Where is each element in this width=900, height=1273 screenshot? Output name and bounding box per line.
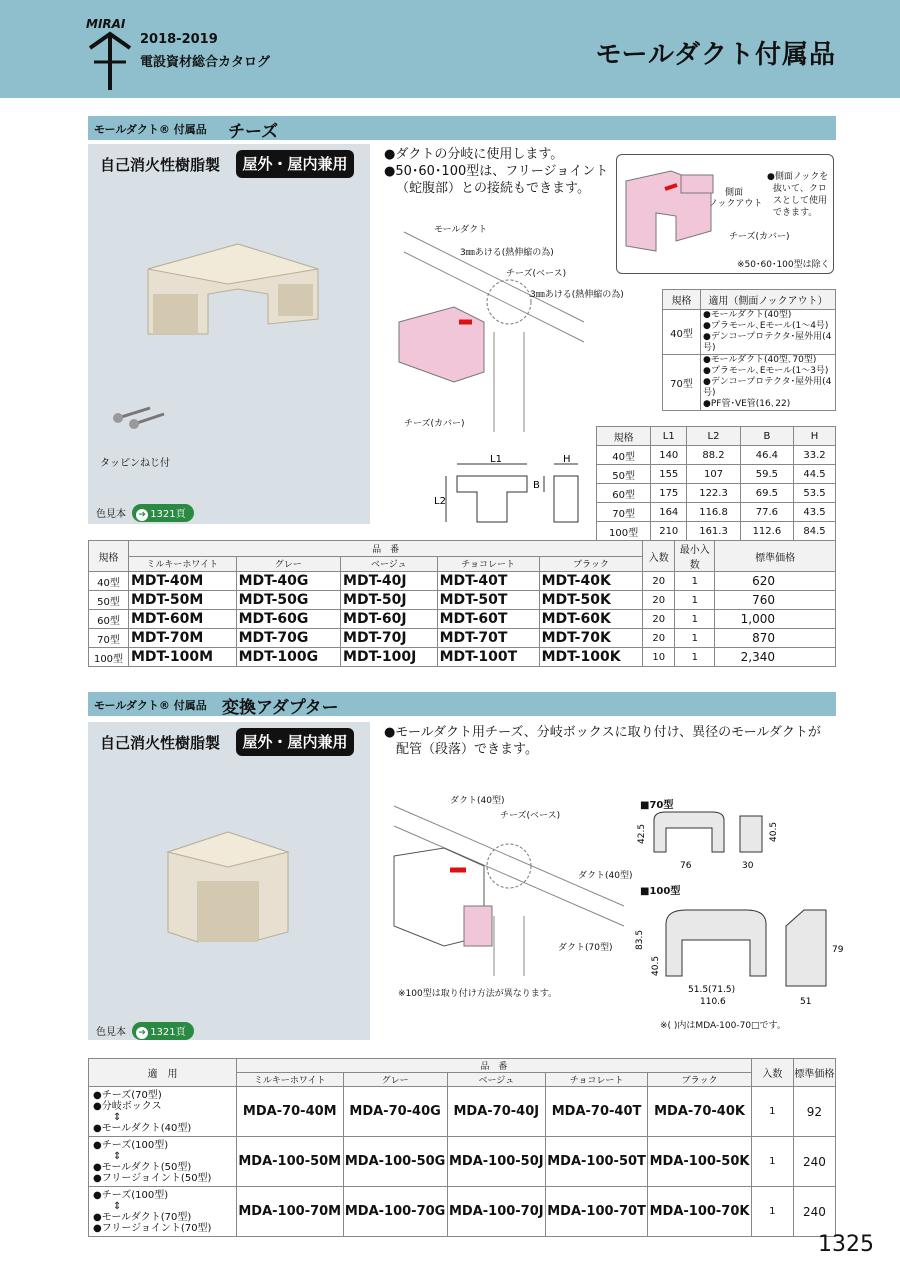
code-cell: MDT-50G <box>236 591 340 610</box>
code-cell: MDT-40T <box>437 572 539 591</box>
color-ref-label: 色見本 <box>96 509 126 520</box>
dimension-drawing <box>432 452 590 532</box>
app-item: ●プラモール､Eモール(1～3号) <box>703 366 829 376</box>
product-table-tee <box>88 540 836 667</box>
dim-row <box>597 503 836 522</box>
dim-cell: 107 <box>687 465 740 484</box>
dim-drawing-70 <box>636 808 836 874</box>
code-cell: MDT-70K <box>539 629 643 648</box>
product-table-adapter <box>88 1058 836 1237</box>
usage-item: ●モールダクト(70型) <box>93 1211 192 1223</box>
col-price: 標準価格 <box>793 1059 835 1087</box>
code-cell: MDT-60M <box>129 610 237 629</box>
dim-100-h1: 83.5 <box>635 929 645 950</box>
qty-cell: 10 <box>643 648 675 667</box>
usage-item: ●フリージョイント(70型) <box>93 1222 212 1234</box>
dim-row <box>597 484 836 503</box>
tapping-screw-image <box>110 398 170 428</box>
dim-cell: 122.3 <box>687 484 740 503</box>
spec-cell: 70型 <box>89 629 129 648</box>
product-photo-panel <box>88 144 370 524</box>
dim-cell: 70型 <box>597 503 651 522</box>
label-duct70: ダクト(70型) <box>558 943 613 953</box>
code-cell: MDA-70-40G <box>343 1087 447 1137</box>
dim-100-w1: 51.5(71.5) <box>688 985 736 995</box>
qty-cell: 20 <box>643 610 675 629</box>
usage-badge: 屋外・屋内兼用 <box>236 728 354 756</box>
table-row <box>89 572 836 591</box>
code-cell: MDT-40K <box>539 572 643 591</box>
qty-cell: 1 <box>751 1087 793 1137</box>
dim-row <box>597 522 836 541</box>
app-spec: 40型 <box>663 310 701 355</box>
min-cell: 1 <box>675 610 715 629</box>
app-spec: 70型 <box>663 355 701 411</box>
qty-cell: 1 <box>751 1187 793 1237</box>
code-cell: MDT-40J <box>341 572 438 591</box>
dim-header: 規格 <box>597 427 651 446</box>
qty-cell: 20 <box>643 591 675 610</box>
dim-100-h2: 40.5 <box>651 955 661 976</box>
code-cell: MDA-70-40T <box>545 1087 647 1137</box>
col-price: 標準価格 <box>715 541 836 572</box>
adapter-product-image <box>148 822 298 952</box>
knock-note: ●側面ノックを <box>767 172 829 182</box>
col-color: ミルキーホワイト <box>237 1073 344 1087</box>
dimension-table <box>596 426 836 541</box>
code-cell: MDA-100-70T <box>545 1187 647 1237</box>
app-header: 規格 <box>663 290 701 310</box>
col-code: 品 番 <box>237 1059 752 1073</box>
app-item: ●デンコープロテクタ･屋外用(4号) <box>703 332 832 353</box>
qty-cell: 20 <box>643 629 675 648</box>
usage-arrow: ⇕ <box>113 1200 122 1212</box>
dim-header: H <box>794 427 836 446</box>
app-item: ●プラモール､Eモール(1～4号) <box>703 321 829 331</box>
except-note: ※50･60･100型は除く <box>737 260 830 270</box>
dim-drawing-100 <box>635 896 844 1012</box>
app-item: ●デンコープロテクタ･屋外用(4号) <box>703 377 832 398</box>
dim-cell: 50型 <box>597 465 651 484</box>
table-row <box>89 1137 836 1187</box>
dim-cell: 164 <box>651 503 687 522</box>
spec-cell: 50型 <box>89 591 129 610</box>
knock-note: 抜いて、クロ <box>773 184 827 194</box>
usage-item: ●フリージョイント(50型) <box>93 1172 212 1184</box>
dim-70-h2: 40.5 <box>769 821 779 842</box>
code-cell: MDT-70T <box>437 629 539 648</box>
mirai-logo <box>86 14 134 92</box>
knock-note: できます。 <box>773 208 818 218</box>
code-cell: MDT-100J <box>341 648 438 667</box>
label-gap2: 3㎜あける(熱伸縮の為) <box>530 290 624 300</box>
code-cell: MDT-60K <box>539 610 643 629</box>
usage-item: ●モールダクト(40型) <box>93 1122 192 1134</box>
table-row <box>89 648 836 667</box>
dim-header: B <box>740 427 793 446</box>
code-cell: MDA-100-50T <box>545 1137 647 1187</box>
app-items <box>701 355 836 411</box>
usage-item: ●チーズ(100型) <box>93 1189 169 1201</box>
page-ref-text: 1321頁 <box>150 509 186 520</box>
code-cell: MDT-40M <box>129 572 237 591</box>
table-row <box>89 610 836 629</box>
page-number: 1325 <box>818 1232 874 1257</box>
usage-item: ●チーズ(100型) <box>93 1139 169 1151</box>
price-cell: 240 <box>793 1187 835 1237</box>
dim-cell: 33.2 <box>794 446 836 465</box>
section-title-bar <box>88 116 836 140</box>
dim-cell: 175 <box>651 484 687 503</box>
section-title-bar <box>88 692 836 716</box>
paren-note: ※( )内はMDA-100-70□です。 <box>660 1021 786 1031</box>
spec-cell: 100型 <box>89 648 129 667</box>
section-prefix: モールダクト® 付属品 <box>94 123 207 136</box>
usage-item: ●モールダクト(50型) <box>93 1161 192 1173</box>
code-cell: MDT-50T <box>437 591 539 610</box>
col-color: ベージュ <box>341 556 438 572</box>
spec-cell: 40型 <box>89 572 129 591</box>
brand-text: MIRAI <box>86 17 126 31</box>
code-cell: MDT-70M <box>129 629 237 648</box>
price-cell: 1,000 <box>715 610 836 629</box>
app-item: ●PF管･VE管(16､22) <box>703 399 791 409</box>
code-cell: MDA-100-50K <box>648 1137 752 1187</box>
label-base: チーズ(ベース) <box>500 811 561 821</box>
code-cell: MDA-100-50M <box>237 1137 344 1187</box>
bullet-line: ●モールダクト用チーズ、分岐ボックスに取り付け、異径のモールダクトが <box>384 725 821 740</box>
dim-cell: 116.8 <box>687 503 740 522</box>
code-cell: MDT-100G <box>236 648 340 667</box>
color-sample-ref <box>96 504 194 522</box>
code-cell: MDT-100M <box>129 648 237 667</box>
code-cell: MDT-50K <box>539 591 643 610</box>
dim-header: L1 <box>651 427 687 446</box>
code-cell: MDT-60T <box>437 610 539 629</box>
code-cell: MDT-60G <box>236 610 340 629</box>
table-row <box>89 591 836 610</box>
col-color: グレー <box>236 556 340 572</box>
app-header: 適用（側面ノックアウト） <box>701 290 836 310</box>
usage-badge: 屋外・屋内兼用 <box>236 150 354 178</box>
table-row <box>89 1187 836 1237</box>
code-cell: MDT-50M <box>129 591 237 610</box>
label-duct40: ダクト(40型) <box>450 796 505 806</box>
col-code: 品 番 <box>129 541 643 557</box>
dim-cell: 40型 <box>597 446 651 465</box>
col-qty: 入数 <box>751 1059 793 1087</box>
material-label: 自己消火性樹脂製 <box>100 156 221 174</box>
label-knock-side: 側面 <box>725 188 744 198</box>
label-duct40b: ダクト(40型) <box>578 871 633 881</box>
col-color: グレー <box>343 1073 447 1087</box>
arrow-icon: ➔ <box>136 509 148 521</box>
code-cell: MDA-100-70M <box>237 1187 344 1237</box>
code-cell: MDA-100-50J <box>447 1137 545 1187</box>
qty-cell: 20 <box>643 572 675 591</box>
dim-cell: 59.5 <box>740 465 793 484</box>
code-cell: MDA-100-70J <box>447 1187 545 1237</box>
dim-L1: L1 <box>490 454 502 465</box>
col-color: チョコレート <box>545 1073 647 1087</box>
table-row <box>89 629 836 648</box>
dim-100-h3: 79 <box>832 945 844 955</box>
usage-item: ●分岐ボックス <box>93 1100 162 1112</box>
arrow-icon: ➔ <box>136 1027 148 1039</box>
dim-B: B <box>533 480 540 491</box>
catalog-year: 2018-2019 <box>140 32 218 47</box>
usage-arrow: ⇕ <box>113 1111 122 1123</box>
product-photo-panel <box>88 722 370 1040</box>
dim-cell: 53.5 <box>794 484 836 503</box>
dim-100-w2: 110.6 <box>700 997 726 1007</box>
dim-row <box>597 465 836 484</box>
col-color: ミルキーホワイト <box>129 556 237 572</box>
color-ref-label: 色見本 <box>96 1027 126 1038</box>
col-color: ベージュ <box>447 1073 545 1087</box>
dim-cell: 46.4 <box>740 446 793 465</box>
bullet-line: ●50･60･100型は、フリージョイント <box>384 164 609 179</box>
code-cell: MDT-40G <box>236 572 340 591</box>
tee-product-image <box>118 224 338 344</box>
dim-cell: 43.5 <box>794 503 836 522</box>
usage-cell <box>89 1187 237 1237</box>
col-color: ブラック <box>539 556 643 572</box>
label-duct: モールダクト <box>434 225 488 235</box>
app-items <box>701 310 836 355</box>
screw-label: タッピンねじ付 <box>100 458 170 469</box>
label-cover: チーズ(カバー) <box>404 419 465 429</box>
dim-70-w: 76 <box>680 861 692 871</box>
material-label: 自己消火性樹脂製 <box>100 734 221 752</box>
col-spec: 規格 <box>89 541 129 572</box>
dim-70-d: 30 <box>742 861 754 871</box>
code-cell: MDA-100-70G <box>343 1187 447 1237</box>
knockout-inset <box>616 154 834 274</box>
dim-cell: 100型 <box>597 522 651 541</box>
usage-cell <box>89 1137 237 1187</box>
col-min: 最小入数 <box>675 541 715 572</box>
note-100: ※100型は取り付け方法が異なります。 <box>398 989 558 999</box>
price-cell: 92 <box>793 1087 835 1137</box>
section-prefix: モールダクト® 付属品 <box>94 699 207 712</box>
dim-70-h: 42.5 <box>637 823 647 844</box>
code-cell: MDT-70G <box>236 629 340 648</box>
app-item: ●モールダクト(40型､70型) <box>703 355 817 365</box>
min-cell: 1 <box>675 648 715 667</box>
label-cover2: チーズ(カバー) <box>729 232 790 242</box>
application-table <box>662 289 836 411</box>
price-cell: 2,340 <box>715 648 836 667</box>
spec-cell: 60型 <box>89 610 129 629</box>
dim-cell: 44.5 <box>794 465 836 484</box>
code-cell: MDT-100T <box>437 648 539 667</box>
min-cell: 1 <box>675 629 715 648</box>
dim-cell: 161.3 <box>687 522 740 541</box>
code-cell: MDA-70-40K <box>648 1087 752 1137</box>
page-ref-link[interactable] <box>132 1022 193 1040</box>
section-name: 変換アダプター <box>222 698 339 718</box>
usage-cell <box>89 1087 237 1137</box>
page-ref-text: 1321頁 <box>150 1027 186 1038</box>
model-70-label: ■70型 <box>640 800 674 811</box>
dim-100-d: 51 <box>800 997 812 1007</box>
knock-note: スとして使用 <box>773 196 828 206</box>
price-cell: 240 <box>793 1137 835 1187</box>
dim-header: L2 <box>687 427 740 446</box>
col-usage: 適 用 <box>89 1059 237 1087</box>
code-cell: MDT-100K <box>539 648 643 667</box>
code-cell: MDA-100-70K <box>648 1187 752 1237</box>
label-base: チーズ(ベース) <box>506 269 567 279</box>
dim-cell: 155 <box>651 465 687 484</box>
bullet-line: ●ダクトの分岐に使用します。 <box>384 147 564 162</box>
label-gap1: 3㎜あける(熱伸縮の為) <box>460 248 554 258</box>
code-cell: MDA-100-50G <box>343 1137 447 1187</box>
col-color: チョコレート <box>437 556 539 572</box>
dim-cell: 77.6 <box>740 503 793 522</box>
code-cell: MDT-70J <box>341 629 438 648</box>
knockout-image <box>621 161 731 261</box>
code-cell: MDA-70-40M <box>237 1087 344 1137</box>
dim-cell: 210 <box>651 522 687 541</box>
section-name: チーズ <box>228 122 279 142</box>
page-title: モールダクト付属品 <box>595 40 836 70</box>
price-cell: 760 <box>715 591 836 610</box>
code-cell: MDT-50J <box>341 591 438 610</box>
usage-item: ●チーズ(70型) <box>93 1089 162 1101</box>
price-cell: 620 <box>715 572 836 591</box>
col-color: ブラック <box>648 1073 752 1087</box>
min-cell: 1 <box>675 572 715 591</box>
model-100-label: ■100型 <box>640 886 681 897</box>
dim-cell: 140 <box>651 446 687 465</box>
usage-arrow: ⇕ <box>113 1150 122 1162</box>
code-cell: MDA-70-40J <box>447 1087 545 1137</box>
dim-row <box>597 446 836 465</box>
dim-cell: 112.6 <box>740 522 793 541</box>
catalog-name: 電設資材総合カタログ <box>140 55 271 70</box>
app-item: ●モールダクト(40型) <box>703 310 792 320</box>
dim-cell: 88.2 <box>687 446 740 465</box>
col-qty: 入数 <box>643 541 675 572</box>
dim-L2: L2 <box>434 496 446 507</box>
dim-cell: 84.5 <box>794 522 836 541</box>
label-knock: ノックアウト <box>709 199 763 209</box>
dim-cell: 60型 <box>597 484 651 503</box>
color-sample-ref <box>96 1022 194 1040</box>
page-header <box>0 0 900 98</box>
table-row <box>89 1087 836 1137</box>
price-cell: 870 <box>715 629 836 648</box>
dim-H: H <box>563 454 571 465</box>
bullet-line: （蛇腹部）との接続もできます。 <box>396 181 590 196</box>
dim-cell: 69.5 <box>740 484 793 503</box>
bullet-line: 配管（段落）できます。 <box>396 742 538 757</box>
qty-cell: 1 <box>751 1137 793 1187</box>
min-cell: 1 <box>675 591 715 610</box>
code-cell: MDT-60J <box>341 610 438 629</box>
page-ref-link[interactable] <box>132 504 193 522</box>
